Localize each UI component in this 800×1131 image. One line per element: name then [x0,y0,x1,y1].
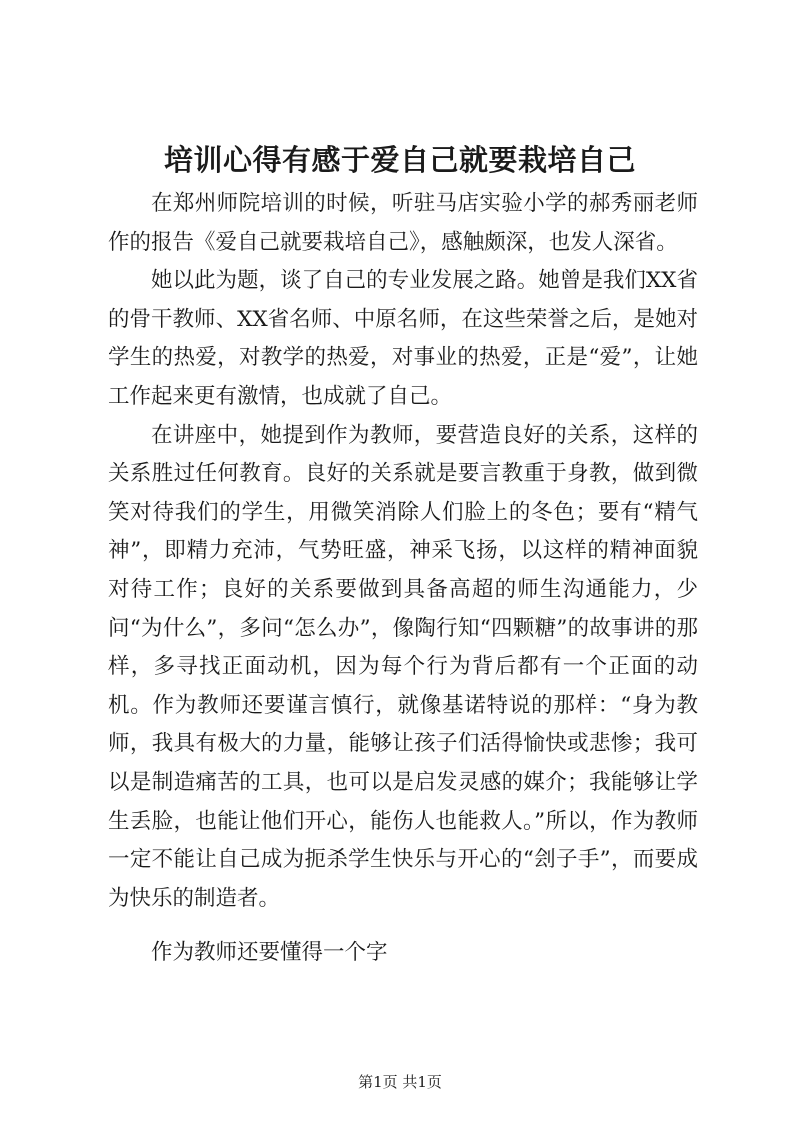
page-footer: 第1页 共1页 [358,1073,442,1091]
paragraph-2: 她以此为题，谈了自己的专业发展之路。她曾是我们XX省的骨干教师、XX省名师、中原名师，在这些荣誉之后，是她对学生的热爱，对教学的热爱，对事业的热爱，正是“爱”，让她工作起来更有激情，也成就了自己。 [108,268,698,409]
paragraph-4: 作为教师还要懂得一个字 [151,940,388,966]
paragraph-1: 在郑州师院培训的时候，听驻马店实验小学的郝秀丽老师作的报告《爱自己就要栽培自己》，感触颇深，也发人深省。 [108,191,698,255]
paragraph-3: 在讲座中，她提到作为教师，要营造良好的关系，这样的关系胜过任何教育。良好的关系就是要言教重于身教，做到微笑对待我们的学生，用微笑消除人们脸上的冬色；要有“精气神”，即精力充沛，气势旺盛，神采飞扬，以这样的精神面貌对待工作；良好的关系要做到具备高超的师生沟通能力，少问“为什么”，多问“怎么办”，像陶行知“四颗糖”的故事讲的那样，多寻找正面动机，因为每个行为背后都有一个正面的动机。作为教师还要谨言慎行，就像基诺特说的那样：“身为教师，我具有极大的力量，能够让孩子们活得愉快或悲惨；我可以是制造痛苦的工具，也可以是启发灵感的媒介；我能够让学生丢脸，也能让他们开心，能伤人也能救人。”所以，作为教师一定不能让自己成为扼杀学生快乐与开心的“刽子手”，而要成为快乐的制造者。 [108,422,698,911]
document-title: 培训心得有感于爱自己就要栽培自己 [163,143,636,177]
document-body [108,185,698,973]
